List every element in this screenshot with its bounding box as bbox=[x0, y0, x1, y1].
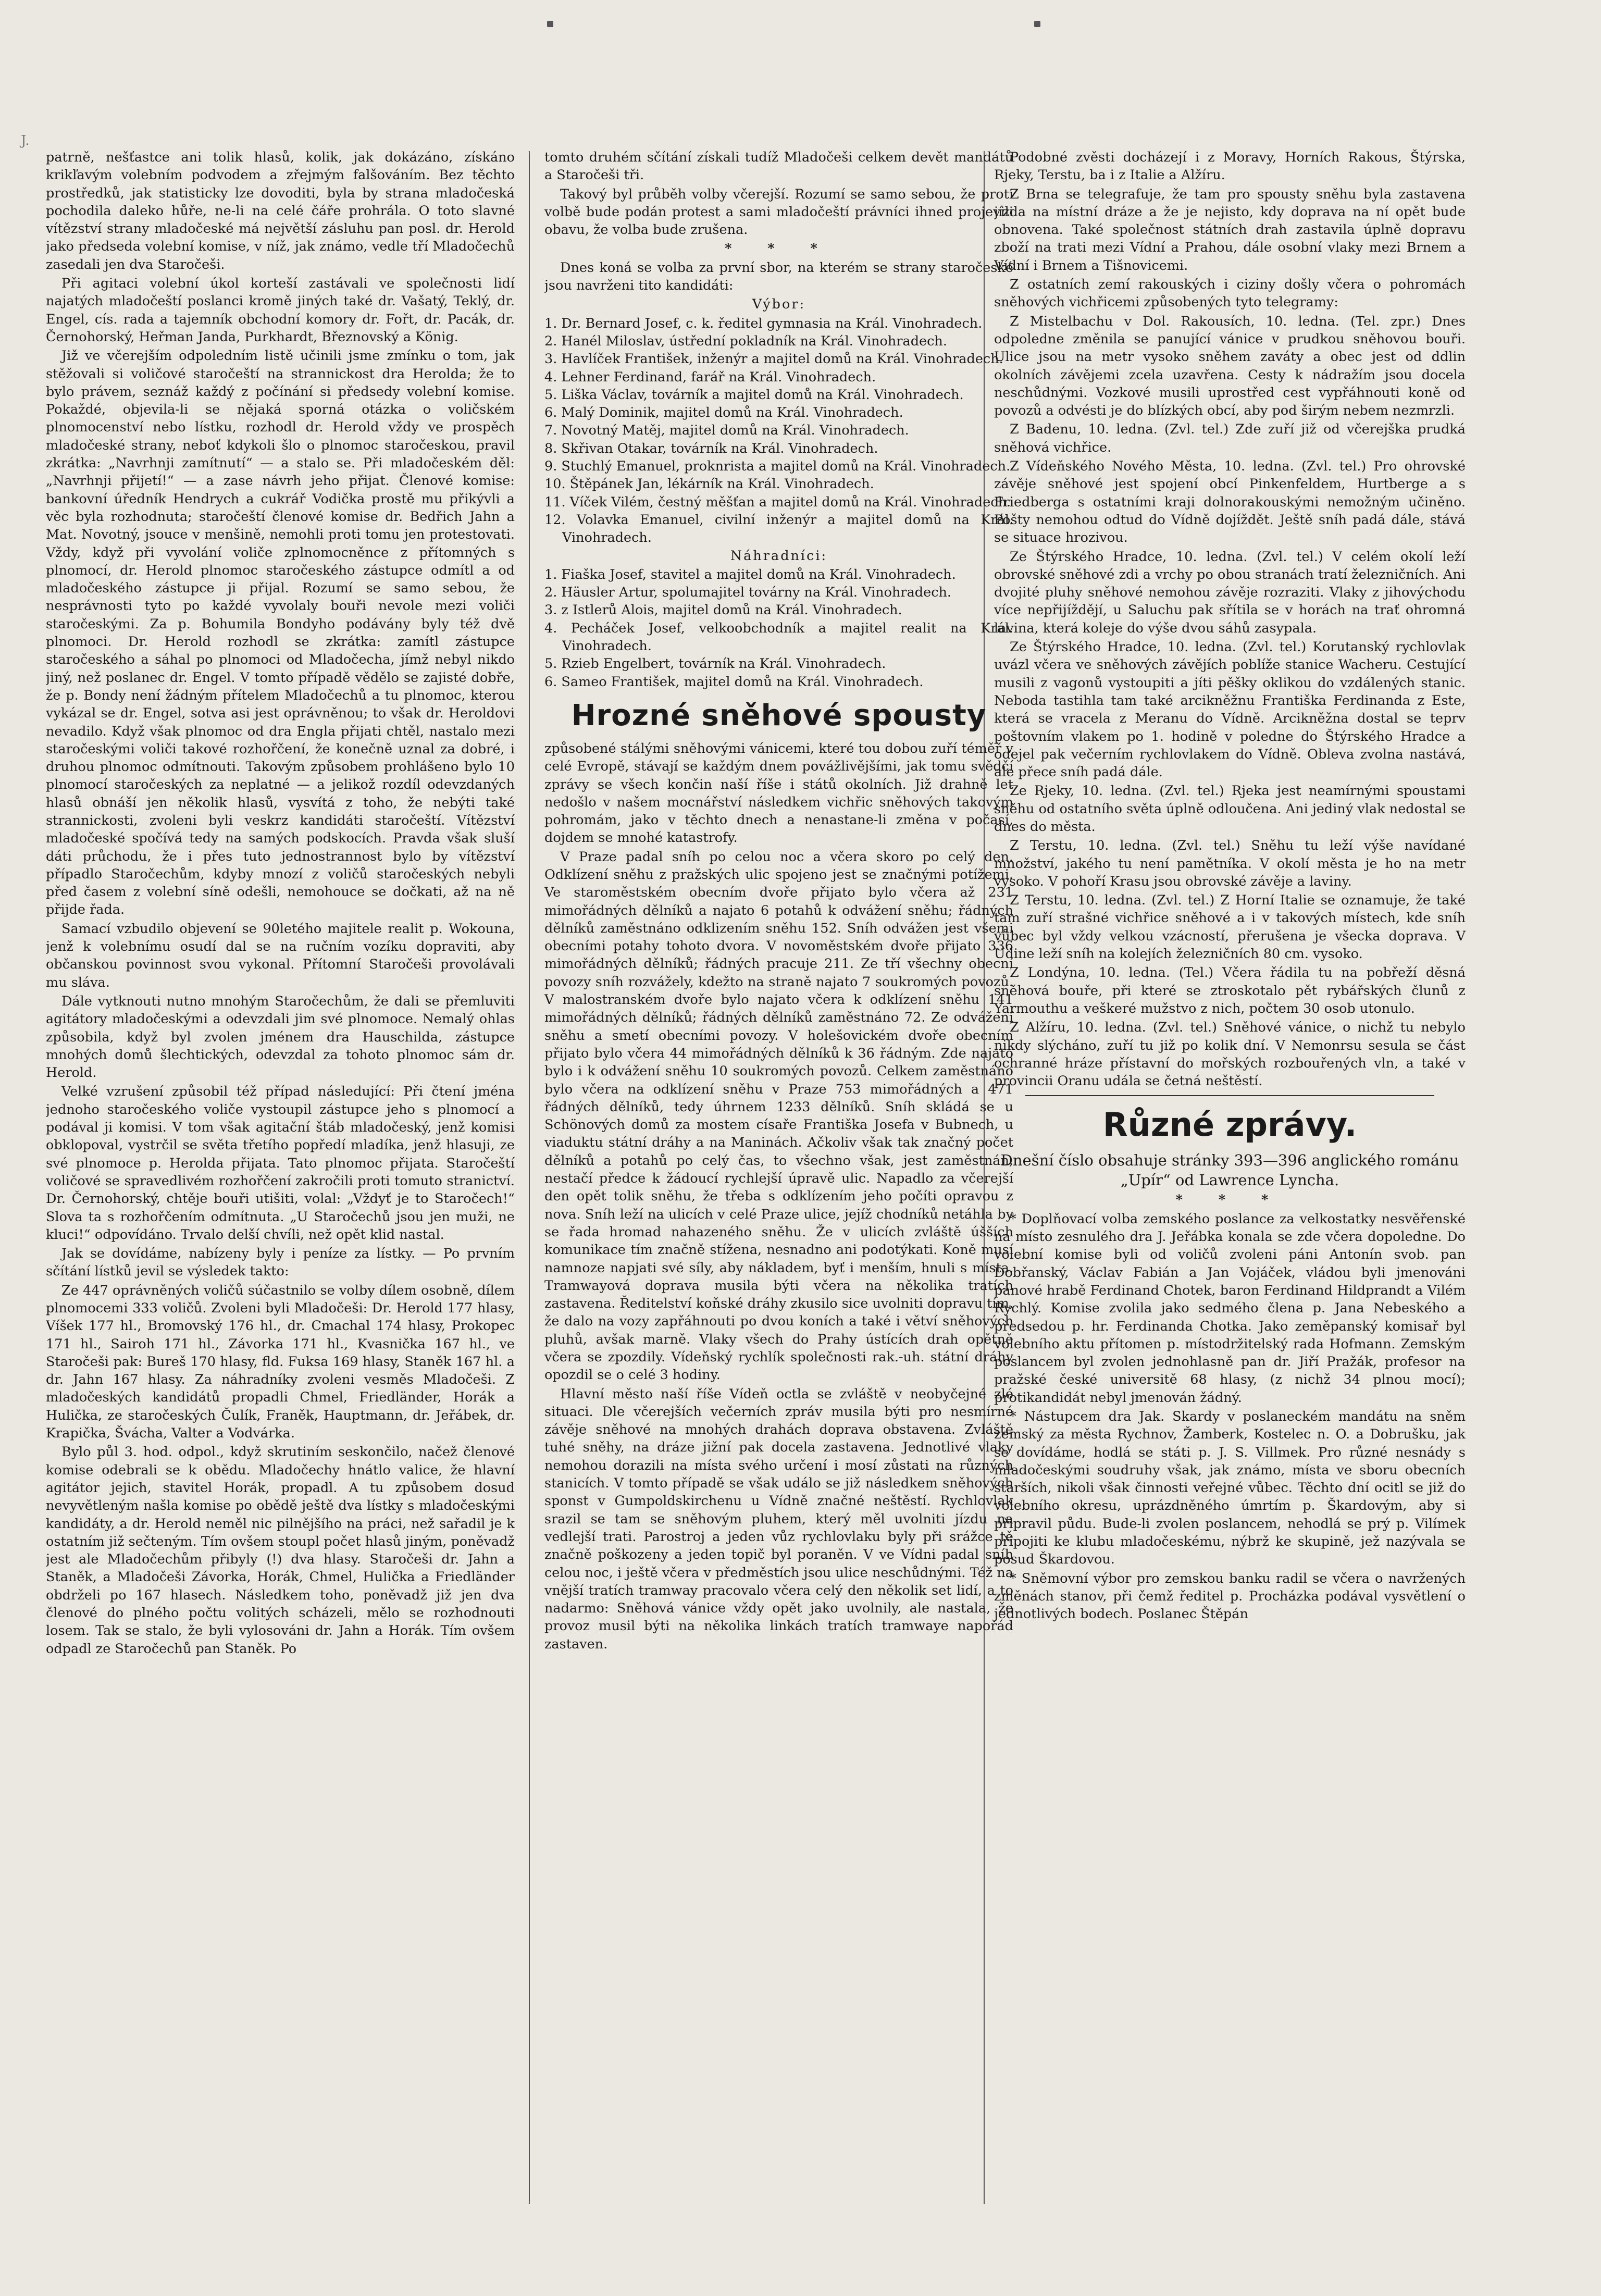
article-headline: Hrozné sněhové spousty bbox=[571, 698, 987, 733]
paragraph: Podobné zvěsti docházejí i z Moravy, Horních Rakous, Štýrska, Rjeky, Terstu, ba i z Italie a Alžíru. bbox=[994, 150, 1466, 183]
list-item: 1. Fiaška Josef, stavitel a majitel domů na Král. Vinohradech. bbox=[544, 566, 956, 582]
list-item: 3. z Istlerů Alois, majitel domů na Král. Vinohradech. bbox=[544, 602, 902, 618]
section-stars: * * * bbox=[1175, 1192, 1284, 1208]
section-stars: * * * bbox=[725, 241, 833, 257]
binding-mark bbox=[1034, 21, 1040, 27]
paragraph: Ze 447 oprávněných voličů súčastnilo se volby dílem osobně, dílem plnomocemi 333 voličů. Zvoleni byli Mladočeši: Dr. Herold 177 hlasy, Víšek 177 hl., Bromovský 176 hl., dr. Cmachal 174 hlasy, Prokopec 171 hl., Sairoh 171 hl., Závorka 171 hl., Kvasnička 167 hl., ve Staročeši pak: Bureš 170 hlasy, fld. Fuksa 169 hlasy, Staněk 167 hl. a dr. Jahn 167 hlasy. Za náhradníky zvoleni vesměs Mladočeši. Z mladočeských kandidátů propadli Chmel, Friedländer, Horák a Hulička, ze staročeských Čulík, Franěk, Hauptmann, dr. Jeřábek, dr. Krapička, Švácha, Valter a Vodvárka. bbox=[46, 1282, 515, 1442]
paragraph: tomto druhém sčítání získali tudíž Mladočeši celkem devět mandátů a Staročeši tři. bbox=[544, 150, 1013, 183]
list-item: 11. Víček Vilém, čestný měšťan a majitel domů na Král. Vinohradech. bbox=[544, 494, 1011, 510]
column-1 bbox=[46, 148, 515, 2222]
list-item: 2. Hanél Miloslav, ústřední pokladník na Král. Vinohradech. bbox=[544, 333, 947, 349]
list-item: 6. Malý Dominik, majitel domů na Král. Vinohradech. bbox=[544, 405, 903, 421]
paragraph: Dnešní číslo obsahuje stránky 393—396 anglického románu „Upír“ od Lawrence Lyncha. bbox=[1000, 1151, 1459, 1189]
list-item: 10. Štěpánek Jan, lékárník na Král. Vinohradech. bbox=[544, 476, 874, 492]
binding-mark bbox=[547, 21, 553, 27]
paragraph: Z Badenu, 10. ledna. (Zvl. tel.) Zde zuří již od včerejška prudká sněhová vichřice. bbox=[994, 421, 1466, 455]
list-item: 7. Novotný Matěj, majitel domů na Král. Vinohradech. bbox=[544, 423, 909, 439]
list-item: 5. Rzieb Engelbert, továrník na Král. Vinohradech. bbox=[544, 656, 886, 672]
corner-mark: J. bbox=[21, 133, 30, 148]
column-3 bbox=[994, 148, 1466, 2222]
paragraph: Již ve včerejším odpoledním listě učinili jsme zmínku o tom, jak stěžovali si voličové staročeští na strannickost dra Herolda; že to bylo právem, seznáž každý z počínání si předsedy volební komise. Pokaždé, objevila-li se nějaká sporná otázka o voličském plnomocenství nebo lístku, rozhodl dr. Herold vždy ve prospěch mladočeské strany, neboť kdykoli šlo o plnomoc staročeskou, pravil zkrátka: „Navrhnji zamítnutí“ — a stalo se. Při mladočeském děl: „Navrhnji přijetí!“ — a zase návrh jeho přijat. Členové komise: bankovní úředník Hendrych a cukrář Vodička prostě mu přikývli a věc byla rozhodnuta; staročeští členové komise dr. Bedřich Jahn a Mat. Novotný, jsouce v menšině, nemohli proti tomu jen protestovati. Vždy, když při vyvolání voliče zplnomocněnce z přítomných s plnomocí, dr. Herold plnomoc staročeského zástupce odmítl a od mladočeského zástupce ji přijal. Rozumí se samo sebou, že nesprávnosti tyto po každé vyvolaly bouři nevole mezi voliči staročeskými. Za p. Bohumila Bondyho podávány byly též dvě plnomoci. Dr. Herold rozhodl se zkrátka: zamítl zástupce staročeského a sáhal po plnomoci od Mladočecha, jímž nebyl nikdo jiný, než poslanec dr. Engel. V tomto případě vědělo se zajisté dobře, že p. Bondy není žádným přítelem Mladočechů a tu plnomoc, kterou vykázal se dr. Engel, sotva asi jest oprávněnou; to však dr. Heroldovi nevadilo. Když však plnomoc od dra Engla přijati chtěl, nastalo mezi staročeskými voliči takové rozhořčení, že konečně uznal za dobré, i druhou plnomoc odmítnouti. Takovým způsobem prohlášeno bylo 10 plnomocí staročeských za neplatné — a jelikož rozdíl odevzdaných hlasů obnáší jen několik hlasů, vysvítá z toho, že nebýti také strannickosti, zvoleni byli veskrz kandidáti staročeští. Vítězství mladočeské spočívá tedy na samých podskocích. Pravda však sluší dáti průchodu, že i přes tuto jednostrannost bylo by vítězství případlo Staročechům, kdyby mnozí z voličů staročeských nebyli před časem z volební síně odešli, nemohouce se dočkati, až na ně přijde řada. bbox=[46, 348, 515, 918]
paragraph: patrně, nešťastce ani tolik hlasů, kolik, jak dokázáno, získáno krikľavým volebním podvodem a zřejmým falšováním. Bez těchto prostředků, jak statisticky lze dovoditi, byla by strana mladočeská pochodila daleko hůře, ne-li na celé čáře prohrála. O toto slavné vítězství strany mladočeské má největší zásluhu pan posl. dr. Herold jako předseda volební komise, v níž, jak známo, vedle tří Mladočechů zasedali jen dva Staročeši. bbox=[46, 150, 515, 272]
paragraph: Velké vzrušení způsobil též případ následující: Při čtení jména jednoho staročeského voliče vystoupil zástupce jeho s plnomocí a podával ji komisi. V tom však agitační štáb mladočeský, jenž komisi obklopoval, vystrčil se světa třetího popředí mladíka, jenž hlasuji, ze své plnomoce p. Herolda přijata. Tato plnomoc přijata. Staročeští voličové se spravedlivém rozhořčení zakročili proti tomuto stranictví. Dr. Černohorský, chtěje bouři utišiti, volal: „Vždyť je to Staročech!“ Slova ta s rozhořčením odmítnuta. „U Staročechů jsou jen muži, ne kluci!“ odpovídáno. Trvalo delší chvíli, než opět klid nastal. bbox=[46, 1084, 515, 1243]
section-divider bbox=[1025, 1095, 1434, 1096]
list-item: 4. Pecháček Josef, velkoobchodník a majitel realit na Král. Vinohradech. bbox=[544, 620, 1013, 654]
paragraph: Při agitaci volební úkol korteší zastávali ve společnosti lidí najatých mladočeští poslanci kromě jiných také dr. Vašatý, Teklý, dr. Engel, cís. rada a tajemník obchodní komory dr. Fořt, dr. Pacák, dr. Černohorský, Heřman Janda, Purkhardt, Březnovský a König. bbox=[46, 276, 515, 345]
paragraph: Ze Rjeky, 10. ledna. (Zvl. tel.) Rjeka jest neamírnými spoustami sněhu od ostatního světa úplně odloučena. Ani jediný vlak nedostal se dnes do města. bbox=[994, 783, 1466, 835]
paragraph: Samací vzbudilo objevení se 90letého majitele realit p. Wokouna, jenž k volebnímu osudí dal se na ručním vozíku dopraviti, aby občanskou povinnost svou vykonal. Přítomní Staročeši provolávali mu sláva. bbox=[46, 921, 515, 990]
substitute-list bbox=[544, 566, 1013, 691]
list-item: 12. Volavka Emanuel, civilní inženýr a majitel domů na Král. Vinohradech. bbox=[544, 512, 1013, 546]
paragraph: Takový byl průběh volby včerejší. Rozumí se samo sebou, že proti volbě bude podán protest a sami mladočeští právníci ihned projevili obavu, že volba bude zrušena. bbox=[544, 186, 1013, 238]
paragraph: Z Mistelbachu v Dol. Rakousích, 10. ledna. (Tel. zpr.) Dnes odpoledne změnila se panující vánice v prudkou sněhovou bouři. Ulice jsou na metr vysoko sněhem zaváty a obec jest od ddlin okolních závějemi zcela uzavřena. Cesty k nádražím jsou docela neschůdnými. Vozkové musili uprostřed cest vypřáhnouti koně od povozů a odvésti je do blízkých obcí, aby pod širým nebem nezmrzli. bbox=[994, 313, 1466, 419]
paragraph: Z Vídeňského Nového Města, 10. ledna. (Zvl. tel.) Pro ohrovské závěje sněhové jest spojení obcí Pinkenfeldem, Hurtberge a s Friedberga s ostatními kraji dolnorakouskými nemožným učiněno. Pošty nemohou odtud do Vídně dojíždět. Ještě sníh padá dále, stává se situace hrozivou. bbox=[994, 458, 1466, 546]
paragraph: Ze Štýrského Hradce, 10. ledna. (Zvl. tel.) V celém okolí leží obrovské sněhové zdi a vrchy po obou stranách tratí železničních. Ani dvojité pluhy sněhové nemohou závěje rozraziti. Vlaky z jihovýchodu více nepřijíždějí, u Saluchu pak sřítila se v horách na trať ohromná lavina, která koleje do výše dvou sáhů zasypala. bbox=[994, 549, 1466, 636]
list-item: 9. Stuchlý Emanuel, proknrista a majitel domů na Král. Vinohradech. bbox=[544, 458, 1011, 475]
paragraph: Z Terstu, 10. ledna. (Zvl. tel.) Sněhu tu leží výše navídané množství, jakého tu není pamětníka. V okolí města je ho na metr vysoko. V pohoří Krasu jsou obrovské závěje a laviny. bbox=[994, 838, 1466, 889]
list-item: 2. Häusler Artur, spolumajitel továrny na Král. Vinohradech. bbox=[544, 585, 951, 601]
paragraph: Z ostatních zemí rakouských i ciziny došly včera o pohromách sněhových vichřicemi způsobených tyto telegramy: bbox=[994, 277, 1466, 311]
paragraph: Z Terstu, 10. ledna. (Zvl. tel.) Z Horní Italie se oznamuje, že také tam zuří strašné vichřice sněhové a i v takových místech, kde sníh vůbec byl vždy velkou vzácností, přerušena je všecka doprava. V Udine leží sníh na kolejích železničních 80 cm. vysoko. bbox=[994, 892, 1466, 962]
list-item: 8. Skřivan Otakar, továrník na Král. Vinohradech. bbox=[544, 440, 878, 456]
paragraph: Dnes koná se volba za první sbor, na kterém se strany staročeské jsou navrženi tito kandidáti: bbox=[544, 259, 1013, 294]
list-heading: Náhradníci: bbox=[730, 548, 828, 564]
paragraph: způsobené stálými sněhovými vánicemi, které tou dobou zuří téměř v celé Evropě, stávají se každým dnem povážlivějšími, jak tomu svědčí zprávy se všech končin naší říše i států okolních. Již drahně let nedošlo v našem mocnářství následkem vichřic sněhových takovým pohromám, jako v těchto dnech a nenastane-li změna v počasí, dojdem se mnohé katastrofy. bbox=[544, 740, 1013, 846]
list-item: 6. Sameo František, majitel domů na Král. Vinohradech. bbox=[544, 674, 924, 690]
paragraph: * Doplňovací volba zemského poslance za velkostatky nesvěřenské na místo zesnulého dra J. Jeřábka konala se zde včera dopoledne. Do volební komise byli od voličů zvoleni páni Antonín svob. pan Dobřanský, Václav Fabián a Jan Vojáček, vládou byli jmenováni pánové hrabě Ferdinand Chotek, baron Ferdinand Hildprandt a Vilém Rychlý. Komise zvolila jako sedmého člena p. Jana Nebeského a předsedou p. hr. Ferdinanda Chotka. Jako zeměpanský komisař byl volebního aktu přítomen p. místodržitelský rada Hofmann. Zemským poslancem byl zvolen jednohlasně pan dr. Jiří Pražák, profesor na pražské české universitě 68 hlasy, (z nichž 34 plnou mocí); protikandidát nebyl jmenován žádný. bbox=[994, 1211, 1466, 1406]
list-item: 5. Liška Václav, továrník a majitel domů na Král. Vinohradech. bbox=[544, 387, 964, 403]
paragraph: Z Alžíru, 10. ledna. (Zvl. tel.) Sněhové vánice, o nichž tu nebylo nikdy slýcháno, zuří tu již po kolik dní. V Nemonrsu sesula se část ochranné hráze přístavní do mořských rozbouřených vln, a také v provincii Oranu udála se četná neštěstí. bbox=[994, 1020, 1466, 1089]
column-2 bbox=[544, 148, 1013, 2222]
candidate-list bbox=[544, 315, 1013, 547]
list-item: 1. Dr. Bernard Josef, c. k. ředitel gymnasia na Král. Vinohradech. bbox=[544, 315, 983, 331]
column-rule bbox=[529, 151, 530, 2204]
list-heading: Výbor: bbox=[752, 296, 806, 313]
list-item: 4. Lehner Ferdinand, farář na Král. Vinohradech. bbox=[544, 369, 876, 385]
paragraph: Dále vytknouti nutno mnohým Staročechům, že dali se přemluviti agitátory mladočeskými a odevzdali jim své plnomoce. Nemalý ohlas způsobila, když byl zvolen jménem dra Hauschilda, zástupce mnohých domů šlechtických, odevzdal za tohoto plnomoc sám dr. Herold. bbox=[46, 993, 515, 1081]
paragraph: * Nástupcem dra Jak. Skardy v poslaneckém mandátu na sněm zemský za města Rychnov, Žamberk, Kostelec n. O. a Dobrušku, jak se dovídáme, hodlá se státi p. J. S. Villmek. Pro různé nesnády s mladočeskými soudruhy však, jak známo, místa ve sboru obecních starších, nikoli však činnosti veřejné vůbec. Těchto dní ocitl se již do volebního okresu, uprázdněného úmrtím p. Škardovým, aby si připravil půdu. Bude-li zvolen poslancem, nehodlá se prý p. Vilímek připojiti ke klubu mladočeskému, nýbrž ke skupině, jež nazývala se posud Škardovou. bbox=[994, 1409, 1466, 1568]
paragraph: Z Brna se telegrafuje, že tam pro spousty sněhu byla zastavena jízda na místní dráze a že je nejisto, kdy doprava na ní opět bude obnovena. Také společnost státních drah zastavila úplně dopravu zboží na trati mezi Vídní a Prahou, dále osobní vlaky mezi Brnem a Vídní i Brnem a Tišnovicemi. bbox=[994, 186, 1466, 274]
paragraph: Z Londýna, 10. ledna. (Tel.) Včera řádila tu na pobřeží děsná sněhová bouře, při které se ztroskotalo pět rybářských člunů z Yarmouthu a veškeré mužstvo z nich, počtem 30 osob utonulo. bbox=[994, 965, 1466, 1016]
paragraph: Hlavní město naší říše Vídeň octla se zvláště v neobyčejné zlé situaci. Dle včerejších večerních zpráv musila býti pro nesmírné závěje sněhové na mnohých drahách doprava obstavena. Zvláště tuhé sněhy, na dráze jižní pak docela zastavena. Jednotlivé vlaky nemohou dorazili na místa svého určení i mosí zůstati na různých stanicích. V tomto případě se však událo se již následkem sněhových sponst v Gumpoldskirchenu u Vídně značné neštěstí. Rychlovlak srazil se tam se sněhovým pluhem, který měl uvolniti jízdu na vedlejší trati. Parostroj a jeden vůz rychlovlaku byly při srážce tě značně poškozeny a jeden topič byl poraněn. V ve Vídni padal sníh celou noc, i ještě včera v předměstích jsou ulice neschůdnými. Též na vnější tratích tramway pracovalo včera celý den několik set lidí, a to nadarmo: Sněhová vánice vždy opět jako uvolnily, ale nastala, že provoz musil býti na několika linkách tratích tramwaye napořád zastaven. bbox=[544, 1386, 1013, 1652]
section-headline: Různé zprávy. bbox=[1102, 1106, 1357, 1144]
paragraph: Bylo půl 3. hod. odpol., když skrutiním seskončilo, načež členové komise odebrali se k obědu. Mladočechy hnátlo valice, že hlavní agitátor jejich, stavitel Horák, propadl. A tu způsobem dosud nevyvětleným našla komise po obědě ještě dva lístky s mladočeskými kandidáty, a dr. Herold neměl nic pilnějšího na práci, než sařadil je k ostatním již sečteným. Tím ovšem stoupl počet hlasů jiným, poněvadž jest ale Mladočechům přibyly (!) dva hlasy. Staročeši dr. Jahn a Staněk, a Mladočeši Závorka, Horák, Chmel, Hulička a Friedländer obdrželi po 167 hlasech. Následkem toho, poněvadž již jen dva členové do plného počtu volitých scházeli, mělo se rozhodnouti losem. Tak se stalo, že byli vylosováni dr. Jahn a Horák. Tím ovšem odpadl ze Staročechů pan Staněk. Po bbox=[46, 1444, 515, 1657]
paragraph: Ze Štýrského Hradce, 10. ledna. (Zvl. tel.) Korutanský rychlovlak uvázl včera ve sněhových závějích poblíže stanice Wacheru. Cestující musili z vagonů vystoupiti a jíti pěšky oklikou do vzdálených stanic. Neboda tastihla tam také arcikněžnu Františka Ferdinanda z Este, která se vracela z Meranu do Vídně. Arcikněžna dostal se teprv poštovním vlakem po 1. hodině v poledne do Štýrského Hradce a odejel pak večerním rychlovlakem do Vídně. Obleva zvolna nastává, ale přece sníh padá dále. bbox=[994, 639, 1466, 780]
paragraph: * Sněmovní výbor pro zemskou banku radil se včera o navržených změnách stanov, při čemž ředitel p. Procházka podával vysvětlení o jednotlivých bodech. Poslanec Štěpán bbox=[994, 1570, 1466, 1622]
paragraph: V Praze padal sníh po celou noc a včera skoro po celý den. Odklízení sněhu z pražských ulic spojeno jest se značnými potížemi. Ve staroměstském obecním dvoře přijato bylo včera až 231 mimořádných dělníků a najato 6 potahů k odvážení sněhu; řádných dělníků zaměstnáno odklizením sněhu 152. Sníh odvážen jest všemi obecními potahy tohoto dvora. V novoměstském dvoře přijato 336 mimořádných dělníků; řádných pracuje 211. Ze tří všechny obecní povozy sníh rozvážely, kdežto na straně najato 7 soukromých povozů. V malostranském dvoře bylo najato včera k odklízení sněhu 141 mimořádných dělníků; řádných dělníků zaměstnáno 72. Ze odvážení sněhu a smetí obecními povozy. V holešovickém dvoře obecním přijato bylo včera 44 mimořádných dělníků k 36 řádným. Zde najato bylo i k odvážení sněhu 10 soukromých povozů. Celkem zaměstnáno bylo včera na odklízení sněhu v Praze 753 mimořádných a 471 řádných dělníků, tedy úhrnem 1233 dělníků. Sníh skládá se u Schönových domů za mostem císaře Františka Josefa v Bubnech, u viaduktu státní dráhy a na Maninách. Ačkoliv však tak značný počet dělníků a potahů po celý čas, to všechno však, jest zaměstnán, nestačí předce k žádoucí rychlejší úpravě ulic. Napadlo za včerejší den opět tolik sněhu, že třeba s odklízením jeho počíti opravou z nova. Sníh leží na ulicích v celé Praze ulice, jejíž chodníků netáhla by se řada hromad nahazeného sněhu. Že v ulicích zvláště úšších komunikace tím značně stížena, nesnadno ani podotýkati. Koně musí namnoze napjati své síly, aby nákladem, byť i menším, hnuli s místa. Tramwayová doprava musila býti včera na několika tratích zastavena. Ředitelství koňské dráhy zkusilo sice uvolniti dopravu tím, že dalo na vozy zapřáhnouti po dvou koních a také i větví sněhových pluhů, avšak marně. Vlaky všech do Prahy ústících drah opětně včera se zpozdily. Vídeňský rychlík společnosti rak.-uh. státní dráhy opozdil se o celé 3 hodiny. bbox=[544, 849, 1013, 1383]
paragraph: Jak se dovídáme, nabízeny byly i peníze za lístky. — Po prvním sčítání lístků jevil se výsledek takto: bbox=[46, 1246, 515, 1280]
list-item: 3. Havlíček František, inženýr a majitel domů na Král. Vinohradech. bbox=[544, 351, 1003, 367]
